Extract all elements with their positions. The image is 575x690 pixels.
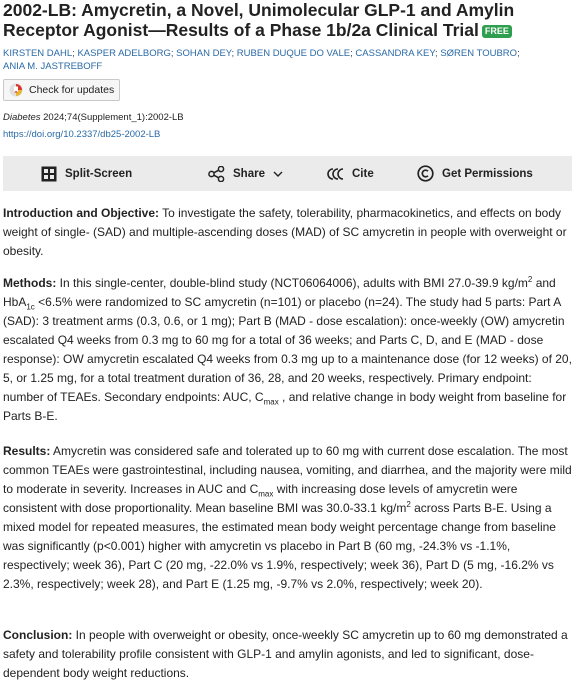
check-for-updates-label: Check for updates: [29, 84, 115, 96]
author-link[interactable]: SØREN TOUBRO: [440, 48, 518, 59]
free-badge: FREE: [482, 25, 512, 38]
split-screen-label: Split-Screen: [65, 167, 133, 180]
introduction-heading: Introduction and Objective:: [3, 206, 160, 220]
methods-text: <6.5% were randomized to SC amycretin (n=101) or placebo (n=24). The study had 5 parts: Part A (SAD): 3 treatment arms (0.3, 0.6, or 1 mg); Part B (MAD - dose escalation): once-weekly (OW) amycretin escalated Q4 weeks from 0.3 mg to 60 mg for a total of 36 weeks; and Parts C, D, and E (MAD - dose response): OW amycretin escalated Q4 weeks from 0.3 mg up to a maintenance dose (for 12 weeks) of 20, 5, or 1.25 mg, for a total treatment duration of 36, 28, and 20 weeks, respectively. Primary endpoint: number of TEAEs. Secondary endpoints: AUC, C: [3, 295, 572, 404]
journal-citation: [3, 112, 184, 123]
article-title-text: 2002-LB: Amycretin, a Novel, Unimolecular GLP-1 and Amylin Receptor Agonist—Results of a Phase 1b/2a Clinical Trial: [3, 0, 515, 40]
methods-text: In this single-center, double-blind study (NCT06064006), adults with BMI 27.0-39.9 kg/m: [56, 276, 528, 290]
share-icon: [208, 166, 225, 182]
author-link[interactable]: KIRSTEN DAHL: [3, 48, 73, 59]
introduction-text: To investigate the safety, tolerability, pharmacokinetics, and effects on body weight of single- (SAD) and multiple-ascending doses (MAD) of SC amycretin in people with overweight or obesity.: [3, 206, 567, 258]
results-text: Amycretin was considered safe and tolerated up to 60 mg with current dose escalation. The most common TEAEs were gastrointestinal, including nausea, vomiting, and diarrhea, and the majority were mild to moderate in severity. Increases in AUC and C: [3, 444, 572, 496]
split-screen-button[interactable]: [41, 156, 132, 191]
doi-link[interactable]: https://doi.org/10.2337/db25-2002-LB: [3, 129, 161, 140]
cite-label: Cite: [352, 167, 374, 180]
subscript: max: [258, 489, 274, 499]
subscript: max: [263, 397, 279, 407]
author-separator: ;: [435, 48, 438, 59]
methods-heading: Methods:: [3, 276, 57, 290]
results-heading: Results:: [3, 444, 51, 458]
methods-section: [3, 274, 572, 426]
crossmark-icon: [9, 83, 23, 97]
conclusion-heading: Conclusion:: [3, 628, 73, 642]
introduction-section: [3, 204, 572, 261]
author-separator: ;: [72, 48, 75, 59]
share-button[interactable]: [208, 156, 283, 191]
author-link[interactable]: RUBEN DUQUE DO VALE: [236, 48, 351, 59]
author-link[interactable]: SOHAN DEY: [176, 48, 232, 59]
subscript: 1c: [26, 302, 35, 312]
author-link[interactable]: ANIA M. JASTREBOFF: [3, 61, 103, 72]
results-text: with increasing dose levels of amycretin were consistent with dose proportionality. Mean baseline BMI was 30.0-33.1 kg/m: [3, 482, 518, 515]
get-permissions-label: Get Permissions: [442, 167, 533, 180]
author-separator: ;: [170, 48, 174, 59]
results-section: [3, 442, 572, 594]
author-list: [3, 47, 571, 73]
author-separator: ;: [231, 48, 235, 59]
share-label: Share: [233, 167, 265, 180]
copyright-icon: [417, 165, 434, 182]
citation-details: 2024;74(Supplement_1):2002-LB: [40, 112, 184, 123]
methods-text: , and relative change in body weight from baseline for Parts B-E.: [3, 390, 567, 423]
split-screen-icon: [41, 166, 57, 182]
author-separator: ;: [350, 48, 353, 59]
superscript: 2: [406, 500, 411, 509]
superscript: 2: [527, 275, 533, 284]
article-title: [3, 0, 571, 40]
get-permissions-button[interactable]: [417, 156, 533, 191]
author-separator: ;: [517, 48, 520, 59]
chevron-down-icon: [273, 171, 283, 177]
author-link[interactable]: KASPER ADELBORG: [77, 48, 171, 59]
journal-name: Diabetes: [3, 112, 41, 123]
check-for-updates-button[interactable]: [3, 79, 120, 101]
article-toolbar: [3, 156, 572, 191]
cite-button[interactable]: [326, 156, 374, 191]
conclusion-section: [3, 626, 572, 683]
conclusion-text: In people with overweight or obesity, once-weekly SC amycretin up to 60 mg demonstrated a safety and tolerability profile consistent with GLP-1 and amylin agonists, and led to significant, dose-dependent body weight reductions.: [3, 628, 568, 680]
quote-icon: [326, 167, 344, 181]
methods-text: and HbA: [3, 276, 556, 309]
results-text: across Parts B-E. Using a mixed model for repeated measures, the estimated mean body weight percentage change from baseline was significantly (p<0.001) higher with amycretin vs placebo in Part B (60 mg, -24.3% vs -1.1%, respectively; week 36), Part C (20 mg, -22.0% vs 1.9%, respectively; week 36), Part D (5 mg, -16.2% vs 2.3%, respectively; week 28), and Part E (1.25 mg, -9.7% vs 2.0%, respectively; week 20).: [3, 501, 556, 591]
author-link[interactable]: CASSANDRA KEY: [355, 48, 436, 59]
